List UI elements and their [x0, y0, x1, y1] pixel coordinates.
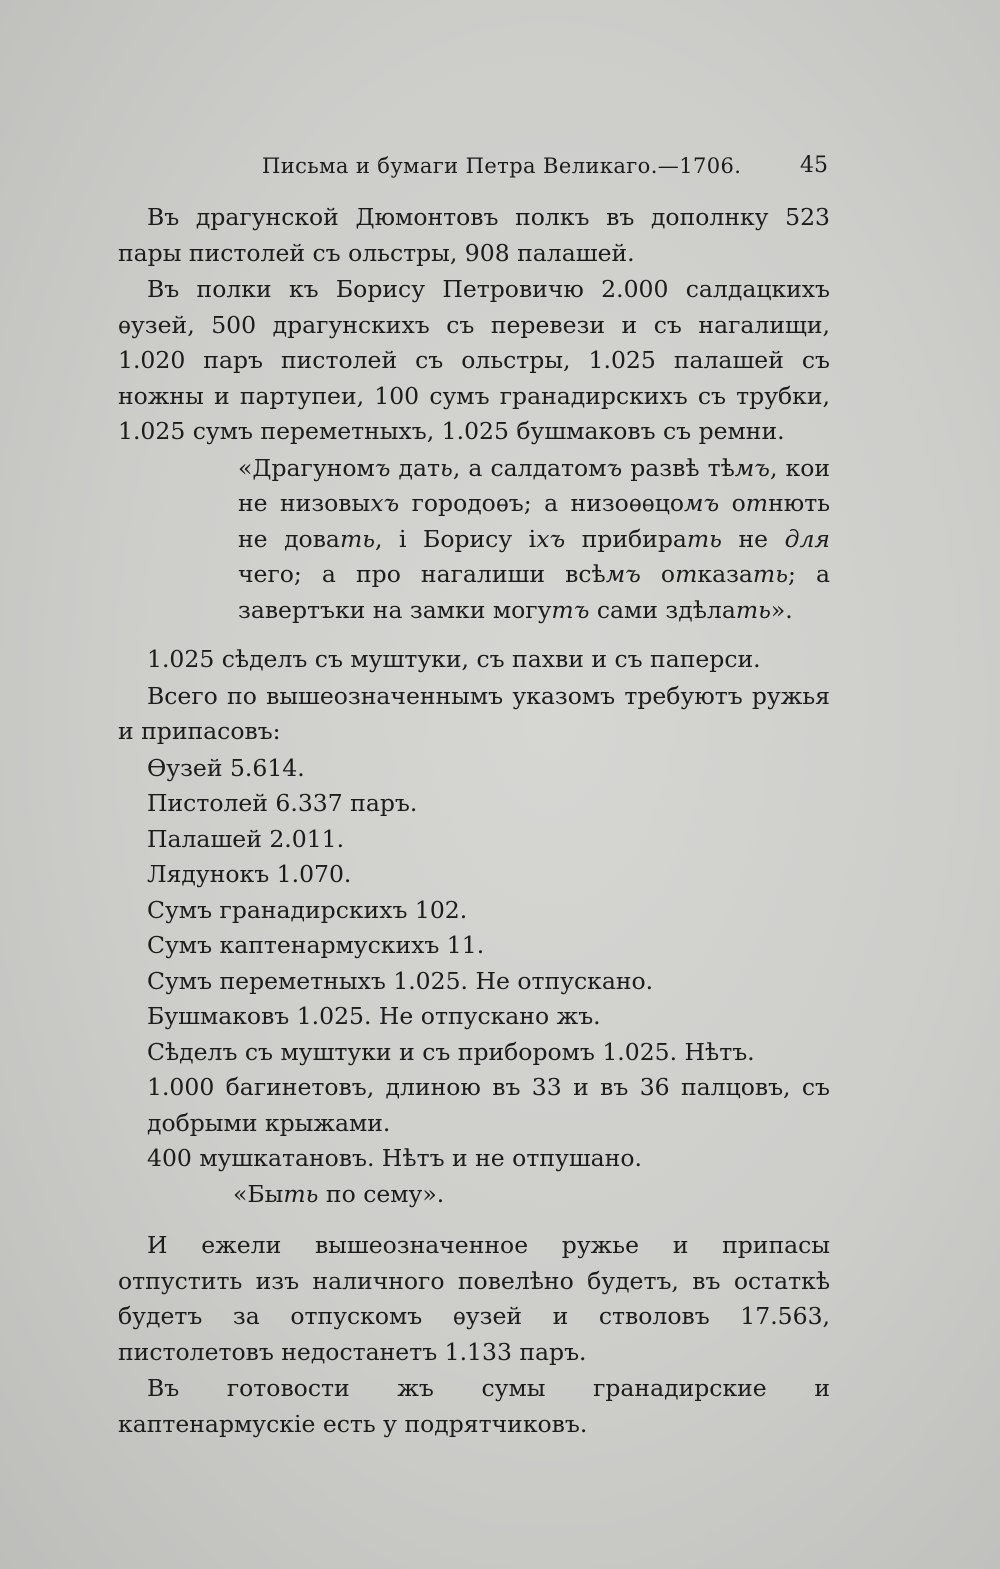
quote-text: городоѳъ; а низоѳѳцо: [399, 489, 685, 517]
decree-italic: ть: [283, 1179, 319, 1208]
quote-text: сами здѣла: [589, 595, 736, 624]
paragraph-saddles: 1.025 сѣделъ съ муштуки, съ пахви и съ паперси.: [147, 645, 761, 673]
quote-italic: ть: [686, 524, 722, 553]
quote-text: , і Борису і: [375, 524, 537, 553]
decree-text: «Бы: [233, 1179, 284, 1208]
quote-text: «Драгуном: [238, 453, 375, 482]
list-item: Палашей 2.011.: [147, 824, 345, 853]
quote-italic: тъ: [551, 595, 590, 624]
quote-italic: хъ: [370, 489, 400, 517]
quote-italic: мъ: [684, 489, 720, 517]
quote-italic: ть: [735, 595, 771, 624]
quote-italic: ь: [440, 453, 453, 482]
paragraph-boris-petrovich: Въ полки къ Борису Петровичю 2.000 салдацкихъ ѳузей, 500 драгунскихъ съ перевези и съ нагалищи, 1.020 паръ пистолей съ ольстры, 1.025 палашей съ ножны и партупеи, 100 сумъ гранадирскихъ съ трубки, 1.025 сумъ переметныхъ, 1.025 бушмаковъ съ ремни.: [118, 275, 830, 445]
list-item: Сумъ каптенармускихъ 11.: [147, 931, 485, 959]
quote-text: , а салдатом: [452, 453, 607, 482]
quote-text: дат: [390, 453, 441, 482]
paragraph-dragoon-regiment: Въ драгунской Дюмонтовъ полкъ въ дополнку 523 пары пистолей съ ольстры, 908 палашей.: [118, 203, 830, 267]
page-header: [262, 148, 828, 184]
paragraph-contractors: Въ готовости жъ сумы гранадирские и каптенармускіе есть у подрятчиковъ.: [118, 1374, 830, 1438]
quote-italic: ть: [339, 524, 376, 553]
quote-italic: ъ: [606, 453, 623, 482]
quote-italic: т: [745, 489, 769, 517]
paragraph-remainder: И ежели вышеозначенное ружье и припасы отпустить изъ наличного повелѣно будетъ, въ остаткѣ будетъ за отпускомъ ѳузей и стволовъ 17.563, пистолетовъ недостанетъ 1.133 паръ.: [118, 1231, 830, 1366]
tsar-decree-quote: [233, 1177, 830, 1213]
list-item-muskets: 400 мушкатановъ. Нѣтъ и не отпушано.: [147, 1144, 642, 1172]
quote-italic: для: [784, 524, 830, 553]
quote-italic: ъ: [374, 453, 391, 482]
list-item: Сѣделъ съ муштуки и съ приборомъ 1.025. Нѣтъ.: [147, 1037, 755, 1066]
list-item: Сумъ переметныхъ 1.025. Не отпускано.: [147, 966, 654, 995]
quote-text: , кои не низовы: [238, 453, 831, 517]
quote-text: о: [640, 560, 676, 588]
quote-text: не: [721, 524, 785, 553]
quote-italic: мъ: [605, 560, 641, 588]
quote-text: развѣ тѣ: [622, 453, 735, 482]
running-title: Письма и бумаги Петра Великаго.—1706.: [262, 154, 742, 178]
quote-text: нють не дова: [238, 489, 830, 553]
quote-text: ; а завертъки на замки могу: [238, 560, 830, 624]
quote-italic: ть: [752, 560, 788, 588]
quote-text: прибира: [565, 524, 687, 553]
decree-text: по сему».: [318, 1179, 445, 1208]
list-item: Ѳузей 5.614.: [147, 753, 305, 782]
list-item-bayonets: 1.000 багинетовъ, длиною въ 33 и въ 36 палцовъ, съ добрыми крыжами.: [147, 1073, 830, 1137]
tsar-resolution-quote: [238, 451, 830, 629]
paragraph-total-intro: Всего по вышеозначеннымъ указомъ требуютъ ружья и припасовъ:: [118, 681, 830, 745]
quote-italic: мъ: [734, 453, 770, 482]
quote-italic: т: [675, 560, 698, 588]
list-item: Сумъ гранадирскихъ 102.: [147, 895, 468, 924]
quote-text: ».: [770, 595, 793, 624]
body-text: [118, 200, 830, 1443]
quote-text: чего; а про нагалиши всѣ: [238, 560, 606, 588]
quote-text: каза: [697, 560, 753, 588]
quote-italic: хъ: [536, 524, 566, 553]
list-item: Бушмаковъ 1.025. Не отпускано жъ.: [147, 1002, 601, 1030]
list-item: Лядунокъ 1.070.: [147, 860, 352, 888]
list-item: Пистолей 6.337 паръ.: [147, 789, 418, 817]
quote-text: о: [719, 489, 746, 517]
page-number: 45: [800, 153, 828, 178]
